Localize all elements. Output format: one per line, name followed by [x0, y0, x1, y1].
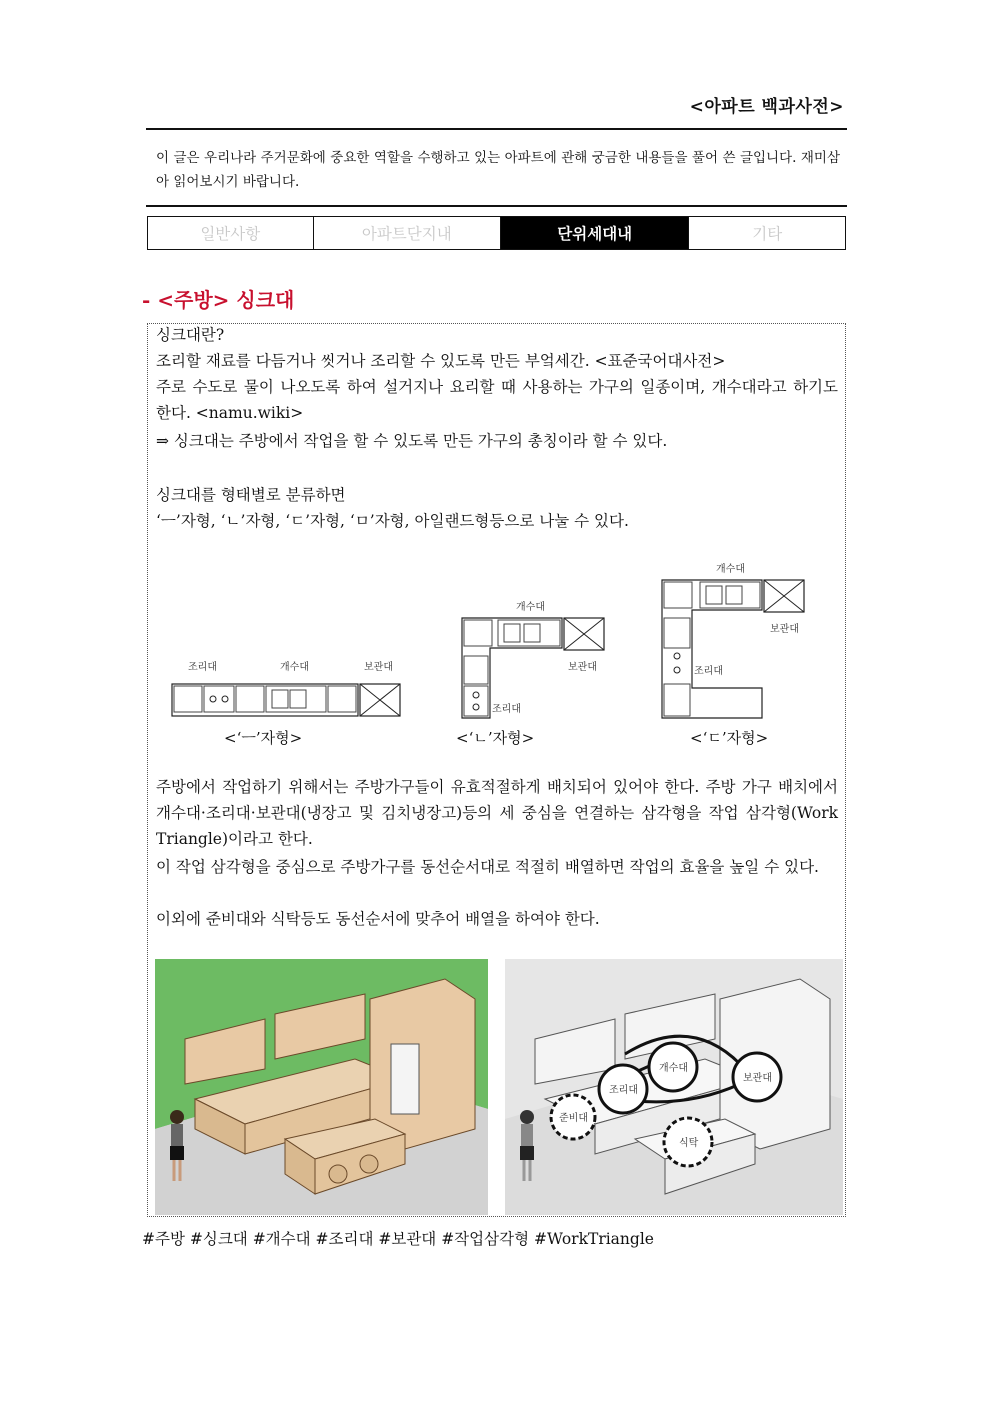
tab-etc[interactable]: 기타: [752, 225, 783, 243]
straight-label-cook: 조리대: [188, 662, 217, 673]
l-label-cook: 조리대: [492, 704, 521, 715]
u-label-sink: 개수대: [716, 564, 745, 575]
triangle-label-sink: 개수대: [659, 1063, 688, 1074]
body-line-types: ‘ㅡ’자형, ‘ㄴ’자형, ‘ㄷ’자형, ‘ㅁ’자형, 아일랜드형등으로 나눌 수 있다.: [156, 512, 629, 530]
intro-text: 이 글은 우리나라 주거문화에 중요한 역할을 수행하고 있는 아파트에 관해 궁금한 내용들을 풀어 쓴 글입니다. 재미삼아 읽어보시기 바랍니다.: [156, 150, 840, 190]
u-shape-sink-diagram: [658, 558, 808, 722]
body-efficiency: 이 작업 삼각형을 중심으로 주방가구를 동선순서대로 적절히 배열하면 작업의 효율을 높일 수 있다.: [156, 858, 819, 876]
tab-complex[interactable]: 아파트단지내: [314, 217, 501, 249]
straight-label-sink: 개수대: [280, 662, 309, 673]
category-tabs: [147, 216, 846, 250]
l-shape-sink-diagram: [458, 598, 608, 722]
kitchen-color-illustration: [155, 959, 488, 1215]
body-line-definition-question: 싱크대란?: [156, 326, 225, 344]
body-line-conclusion: ⇒ 싱크대는 주방에서 작업을 할 수 있도록 만든 가구의 총칭이라 할 수 있다.: [156, 432, 668, 450]
straight-sink-diagram: [168, 656, 404, 722]
body-prep-table: 이외에 준비대와 식탁등도 동선순서에 맞추어 배열을 하여야 한다.: [156, 910, 600, 928]
hashtags: #주방 #싱크대 #개수대 #조리대 #보관대 #작업삼각형 #WorkTriangle: [142, 1230, 654, 1248]
u-label-cook: 조리대: [694, 666, 723, 677]
section-title: - <주방> 싱크대: [142, 288, 295, 312]
body-work-triangle: 주방에서 작업하기 위해서는 주방가구들이 유효적절하게 배치되어 있어야 한다. 주방 가구 배치에서 개수대·조리대·보관대(냉장고 및 김치냉장고)등의 세 중심을 연결하는 삼각형을 작업 삼각형(Work Triangle)이라고 한다.: [156, 778, 838, 848]
caption-u-shape: <‘ㄷ’자형>: [690, 729, 769, 747]
body-line-dictionary: 조리할 재료를 다듬거나 씻거나 조리할 수 있도록 만든 부엌세간. <표준국어대사전>: [156, 352, 726, 370]
body-line-classification: 싱크대를 형태별로 분류하면: [156, 486, 346, 504]
work-triangle-illustration: [505, 959, 843, 1215]
l-label-sink: 개수대: [516, 602, 545, 613]
triangle-label-table: 식탁: [679, 1138, 699, 1149]
caption-l-shape: <‘ㄴ’자형>: [456, 729, 535, 747]
triangle-label-prep: 준비대: [559, 1113, 588, 1124]
header-rule: [146, 128, 847, 130]
triangle-label-storage: 보관대: [743, 1073, 772, 1084]
intro-rule: [146, 205, 847, 207]
l-label-storage: 보관대: [568, 662, 597, 673]
caption-straight: <‘ㅡ’자형>: [224, 729, 303, 747]
body-line-namu: 주로 수도로 물이 나오도록 하여 설거지나 요리할 때 사용하는 가구의 일종이며, 개수대라고 하기도 한다. <namu.wiki>: [156, 378, 838, 422]
u-label-storage: 보관대: [770, 624, 799, 635]
document-title: <아파트 백과사전>: [689, 97, 844, 117]
tab-general[interactable]: 일반사항: [148, 217, 314, 249]
tab-unit[interactable]: 단위세대내: [501, 217, 689, 249]
triangle-label-cook: 조리대: [609, 1085, 638, 1096]
straight-label-storage: 보관대: [364, 662, 393, 673]
